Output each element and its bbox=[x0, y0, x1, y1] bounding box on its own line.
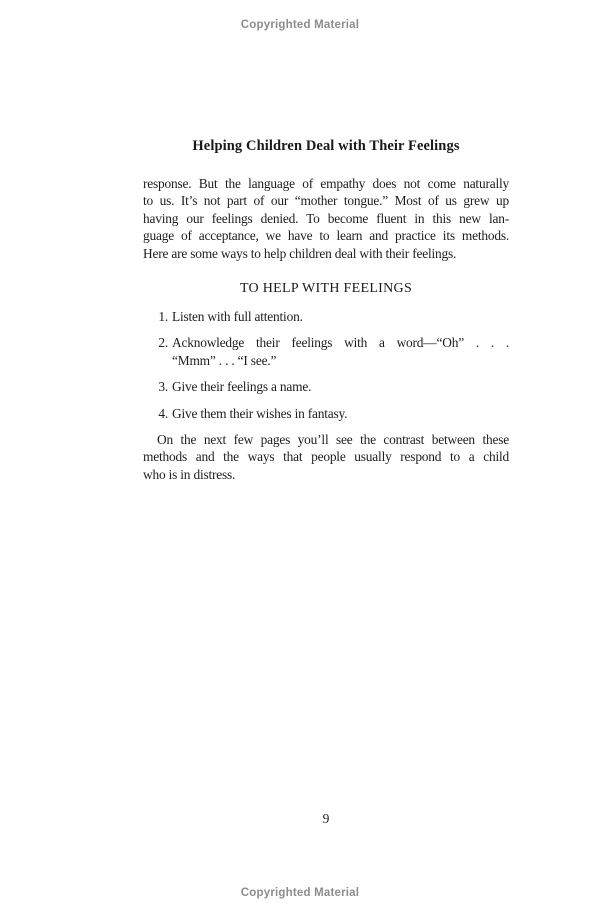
section-heading: TO HELP WITH FEELINGS bbox=[239, 281, 413, 297]
text-line: methods and the ways that people usually respond to a child bbox=[143, 449, 509, 465]
list-item bbox=[153, 378, 509, 395]
list-item-number: 3. bbox=[158, 379, 168, 395]
numbered-list bbox=[153, 308, 509, 422]
list-item bbox=[153, 308, 509, 325]
text-line: having our feelings denied. To become fluent in this new lan- bbox=[143, 210, 509, 226]
text-line: who is in distress. bbox=[143, 466, 236, 482]
page-content bbox=[143, 138, 509, 483]
body-paragraph-2 bbox=[143, 431, 509, 483]
text-line: Acknowledge their feelings with a word—“Oh” . . . bbox=[172, 335, 509, 351]
page-number: 9 bbox=[322, 811, 330, 826]
chapter-running-head: Helping Children Deal with Their Feelings bbox=[192, 138, 460, 154]
text-line: Here are some ways to help children deal with their feelings. bbox=[143, 245, 457, 261]
list-item-text bbox=[172, 334, 509, 369]
list-item-text bbox=[172, 405, 509, 422]
text-line: response. But the language of empathy does not come naturally bbox=[143, 176, 509, 191]
text-line: Listen with full attention. bbox=[172, 309, 303, 325]
body-paragraph-1 bbox=[143, 175, 509, 262]
list-item bbox=[153, 334, 509, 369]
list-item-number: 4. bbox=[158, 405, 168, 421]
copyright-notice-bottom: Copyrighted Material bbox=[240, 887, 360, 899]
copyright-notice-top: Copyrighted Material bbox=[240, 19, 360, 31]
text-line: guage of acceptance, we have to learn and practice its methods. bbox=[143, 228, 509, 244]
list-item-number: 2. bbox=[158, 335, 168, 351]
text-line: On the next few pages you’ll see the contrast between these bbox=[157, 432, 509, 448]
list-item-number: 1. bbox=[158, 309, 168, 325]
text-line: to us. It’s not part of our “mother tongue.” Most of us grew up bbox=[143, 193, 509, 209]
text-line: “Mmm” . . . “I see.” bbox=[172, 352, 277, 368]
list-item-text bbox=[172, 308, 509, 325]
list-item-text bbox=[172, 378, 509, 395]
list-item bbox=[153, 405, 509, 422]
text-line: Give their feelings a name. bbox=[172, 379, 312, 395]
text-line: Give them their wishes in fantasy. bbox=[172, 405, 348, 421]
